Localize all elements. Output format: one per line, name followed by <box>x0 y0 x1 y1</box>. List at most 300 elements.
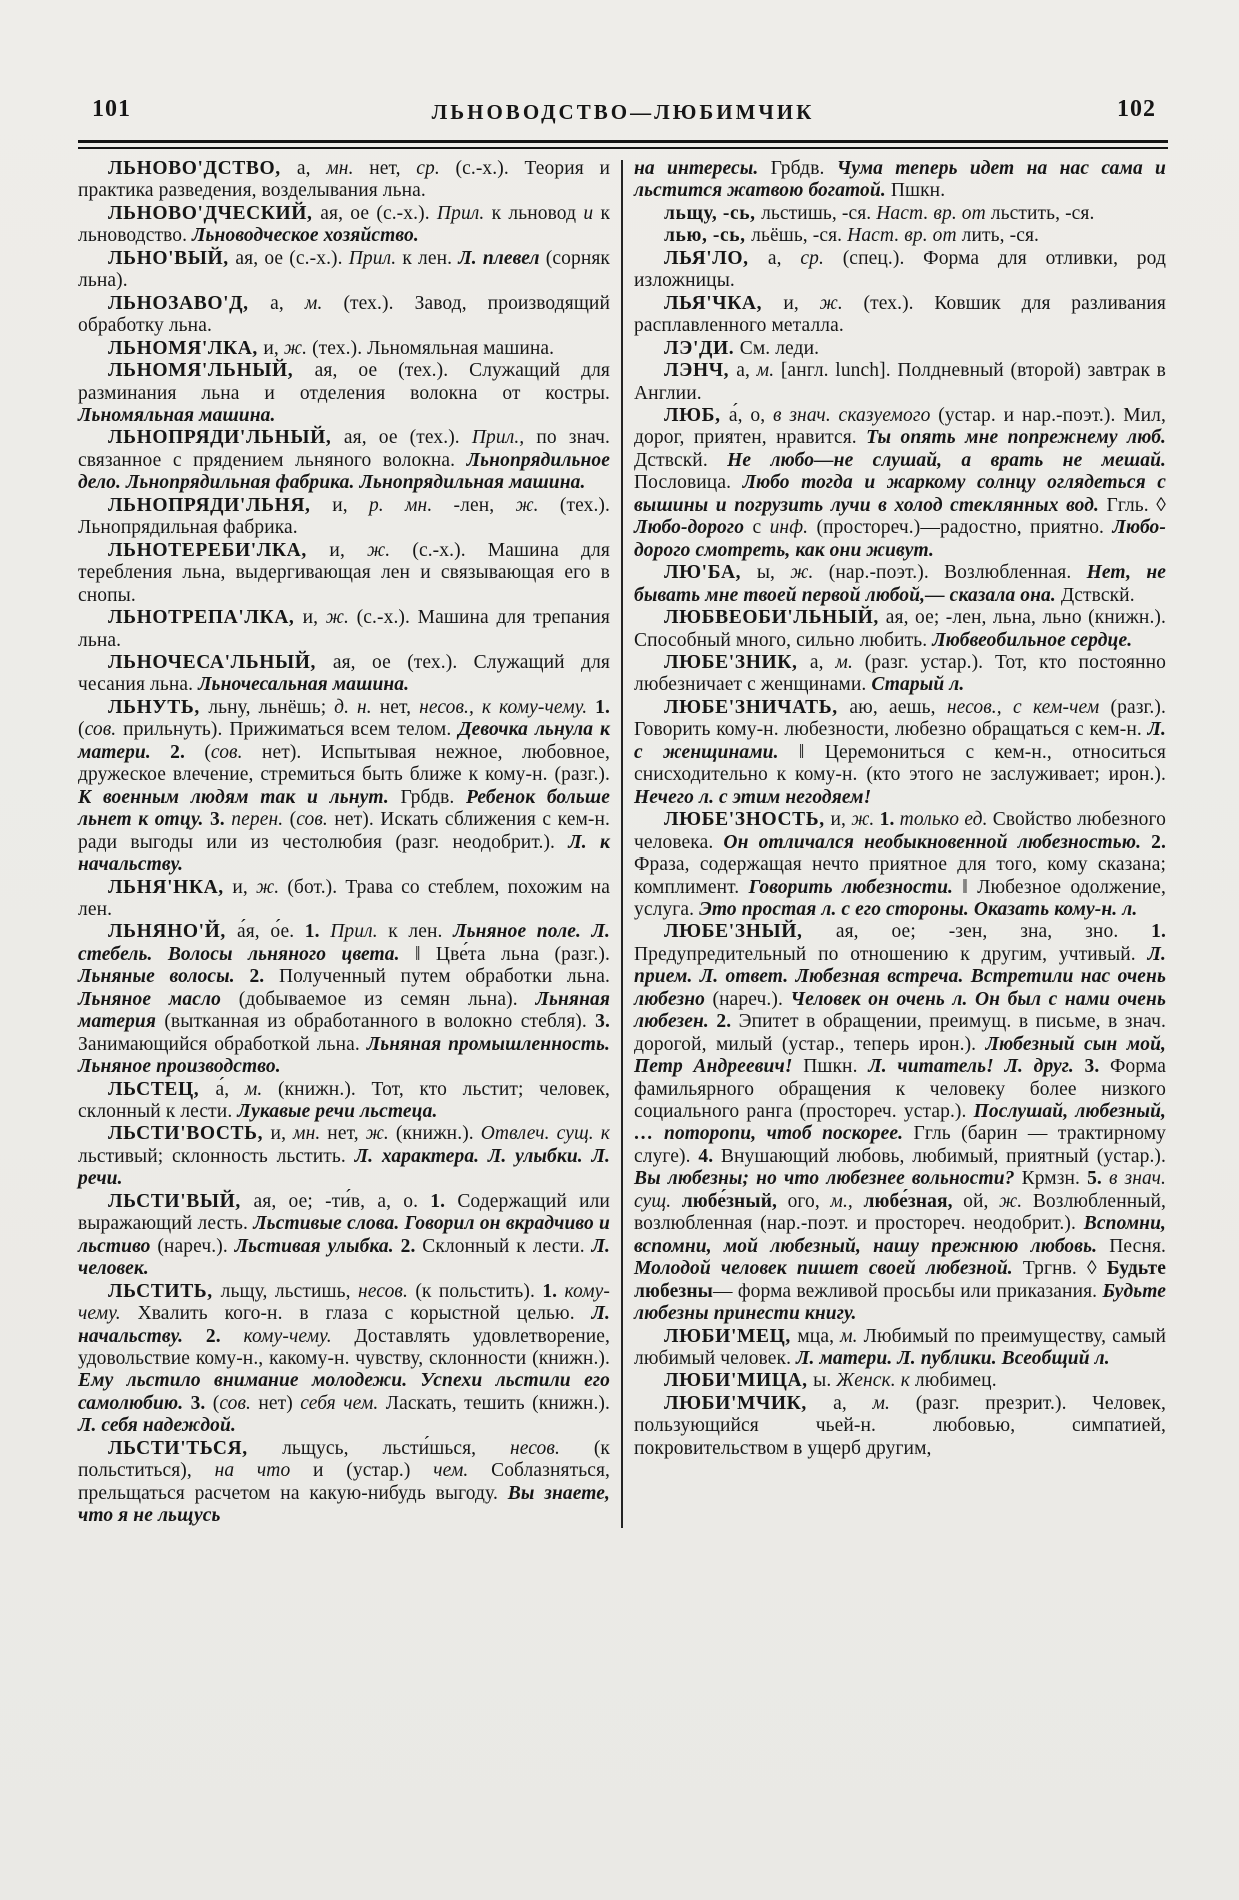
entry-text: несов. <box>358 1280 416 1302</box>
entry-text: Отвлеч. сущ. к <box>480 1123 610 1145</box>
entry-text: Вспомни, вспомни, мой любезный, нашу прежнюю любовь. <box>634 1213 1166 1257</box>
entry-text: Л. начальству. <box>78 1303 610 1347</box>
entry-text: м. <box>756 360 781 382</box>
headword: ЛЬНЯ'НКА, <box>108 876 233 898</box>
entry-text: ж. <box>515 494 560 516</box>
entry-text: инф. <box>769 517 817 539</box>
dictionary-entry <box>634 697 1166 809</box>
entry-text: Л. прием. Л. ответ. Любезная встреча. Встретили нас очень любезно <box>634 943 1166 1010</box>
entry-text: ая, ое; -лен, льна, льно (книжн.). Способный много, сильно любить. <box>634 607 1166 651</box>
entry-text: (с.-х.). Теория и практика разведения, возделывания льна. <box>78 158 610 202</box>
dictionary-entry <box>634 562 1166 607</box>
entry-text: 3. <box>1084 1056 1111 1078</box>
entry-text: Льноводческое хозяйство. <box>192 225 419 247</box>
entry-text: Льняное масло <box>78 988 239 1010</box>
entry-text: ая, ое; -зен, зна, зно. <box>835 921 1152 943</box>
entry-text: в знач. сказуемого <box>773 404 939 426</box>
entry-text: -лен, <box>453 494 516 516</box>
entry-text: и, <box>783 292 820 314</box>
dictionary-entry <box>78 607 610 652</box>
entry-text: 3. <box>190 1392 213 1414</box>
headword: ЛЮБИ'МЕЦ, <box>664 1325 798 1347</box>
entry-text: Любезный сын мой, Петр Андреевич! <box>634 1033 1166 1078</box>
entry-text: Фраза, содержащая нечто приятное для того, кому сказана; комплимент. <box>634 854 1166 898</box>
text-column-right <box>634 158 1166 1528</box>
dictionary-entry <box>78 158 610 203</box>
entry-text: ж. <box>790 562 829 584</box>
entry-text: ( <box>78 719 85 741</box>
headword: ЛЬНОЗАВО'Д, <box>108 292 271 314</box>
entry-text: Ласкать, тешить (книжн.). <box>385 1392 610 1414</box>
dictionary-entry <box>634 338 1166 360</box>
entry-text: ср. <box>416 158 456 179</box>
entry-text: (книжн.). <box>395 1123 481 1145</box>
headword: ЛЬНО'ВЫЙ, <box>108 247 236 269</box>
dictionary-entry <box>634 652 1166 697</box>
entry-text: любе́зный, <box>681 1190 788 1212</box>
page-number-right: 102 <box>1117 96 1156 122</box>
entry-text: любимец. <box>914 1370 997 1392</box>
entry-text: (тех.). Льнопрядильная фабрика. <box>78 494 610 539</box>
headword: ЛЮБИ'МИЦА, <box>664 1370 814 1392</box>
entry-text: Пшкн. <box>803 1056 869 1078</box>
dictionary-entry <box>78 877 610 922</box>
headword: ЛЭНЧ, <box>664 360 737 382</box>
entry-text: Льнопрядильное дело. Льнопрядильная фабрика. Льнопрядильная машина. <box>78 449 610 494</box>
entry-text: ая, ое (с.-х.). <box>235 247 349 269</box>
headword: ЛЬНОМЯ'ЛКА, <box>108 337 264 359</box>
entry-text: 1. <box>542 1280 565 1302</box>
header-rule <box>78 140 1168 149</box>
entry-text: нет, <box>327 1123 366 1145</box>
entry-text: (тех.). Завод, производящий обработку льна. <box>78 292 610 337</box>
entry-text: Это простая л. с его стороны. Оказать кому-н. л. <box>699 898 1138 920</box>
entry-text: Предупредительный по отношению к другим, учтивый. <box>634 943 1148 965</box>
entry-text: (к польстить). <box>415 1280 543 1302</box>
entry-text: ая, ое; -ти́в, а, о. <box>253 1190 431 1212</box>
entry-text: Л. с женщинами. <box>634 719 1166 763</box>
entry-text: льщусь, льсти́шься, <box>282 1437 511 1459</box>
entry-text: Молодой человек пишет своей любезной. <box>634 1258 1023 1280</box>
dictionary-entry <box>634 921 1166 1325</box>
entry-text: и, <box>302 607 326 629</box>
entry-text: Любимый по преимуществу, самый любимый человек. <box>634 1325 1167 1370</box>
dictionary-entry <box>634 248 1166 293</box>
entry-text: несов., с кем-чем <box>946 696 1111 718</box>
entry-text: Будьте любезны <box>634 1258 1166 1302</box>
entry-text: (тех.). Ковшик для разливания расплавленного металла. <box>634 292 1166 337</box>
entry-text: в знач. сущ. <box>634 1168 1167 1212</box>
headword: льщу, -сь, <box>664 202 762 224</box>
entry-text: льстишь, -ся. <box>761 202 877 224</box>
entry-text: Вы знаете, что я не льщусь <box>78 1482 610 1527</box>
entry-text: Нечего л. с этим негодяем! <box>634 786 872 808</box>
entry-text: мн. <box>293 1123 328 1145</box>
entry-text: льстивый; склонность льстить. <box>78 1145 355 1167</box>
entry-text: ‖ Любезное одолжение, услуга. <box>634 876 1166 920</box>
entry-text: Соблазняться, прельщаться расчетом на какую-нибудь выгоду. <box>78 1460 610 1504</box>
entry-text: ж. <box>367 539 413 561</box>
entry-text: м., <box>830 1190 864 1212</box>
entry-text: нет, <box>369 158 417 179</box>
entry-text: на интересы. <box>634 158 771 179</box>
entry-text: Полученный путем обработки льна. <box>278 966 610 988</box>
entry-text: а, <box>809 651 836 673</box>
headword: ЛЬСТЕЦ, <box>108 1078 216 1100</box>
entry-text: ( <box>289 809 297 831</box>
entry-text: несов. <box>510 1437 594 1459</box>
entry-text: ж. <box>819 292 864 314</box>
headword: ЛЬСТИ'ТЬСЯ, <box>108 1437 283 1459</box>
entry-text: нет) <box>258 1392 301 1414</box>
dictionary-entry <box>78 495 610 540</box>
entry-text: Тргнв. ◊ <box>1022 1258 1107 1280</box>
entry-text: Л. плевел <box>458 247 546 269</box>
entry-text: а, <box>296 158 327 179</box>
entry-text: и (устар.) <box>313 1460 434 1482</box>
entry-text: 3. <box>209 809 232 831</box>
entry-text: чем. <box>433 1460 492 1482</box>
entry-text: (нар.-поэт.). Возлюбленная. <box>828 562 1087 584</box>
entry-text: аю, аешь, <box>849 696 947 718</box>
entry-text: Л. характера. Л. улыбки. Л. речи. <box>78 1145 610 1190</box>
entry-text: Старый л. <box>871 674 965 696</box>
entry-text: и, <box>263 337 284 359</box>
dictionary-entry <box>634 405 1166 562</box>
entry-text: ( <box>204 741 211 763</box>
entry-text: (сорняк льна). <box>78 247 610 292</box>
dictionary-entry <box>78 652 610 697</box>
entry-text: Любвеобильное сердце. <box>932 629 1133 651</box>
entry-text: Л. человек. <box>78 1235 610 1280</box>
entry-text: [англ. lunch]. Полдневный (второй) завтрак в Англии. <box>634 360 1166 404</box>
column-divider <box>621 160 623 1528</box>
entry-text: Песня. <box>1109 1235 1166 1257</box>
entry-text: Ггль (барин — трактирному слуге). <box>634 1123 1166 1167</box>
entry-text: Он отличался необыкновенной любезностью. <box>723 831 1152 853</box>
headword: ЛЬНОПРЯДИ'ЛЬНЫЙ, <box>108 427 344 449</box>
dictionary-entry <box>78 248 610 293</box>
entry-text: Дствскй. <box>1060 584 1135 606</box>
entry-text: и, <box>830 809 852 831</box>
headword: ЛЮ'БА, <box>664 562 757 584</box>
entry-text: ая, ое (тех.). Служащий для разминания льна и отделения волокна от костры. <box>78 360 610 404</box>
entry-text: (с.-х.). Машина для трепания льна. <box>78 607 610 651</box>
entry-text: Прил. <box>348 247 403 269</box>
dictionary-entry <box>78 1079 610 1124</box>
entry-text: ж. <box>325 607 357 629</box>
entry-text: ж. <box>365 1123 396 1145</box>
entry-text: перен. <box>231 809 290 831</box>
dictionary-entry <box>634 607 1166 652</box>
entry-text: (нареч.). <box>712 988 791 1010</box>
page-number-left: 101 <box>92 96 131 122</box>
entry-text: Склонный к лести. <box>422 1235 592 1257</box>
entry-text: Л. к начальству. <box>78 831 610 876</box>
entry-text: Лукавые речи льстеца. <box>237 1101 438 1123</box>
dictionary-entry <box>78 697 610 877</box>
entry-text: (нареч.). <box>157 1235 235 1257</box>
entry-text: Ты опять мне попрежнему люб. <box>866 427 1166 449</box>
dictionary-entry <box>78 360 610 427</box>
entry-text: (книжн.). Тот, кто льстит; человек, склонный к лести. <box>78 1078 611 1123</box>
dictionary-entry <box>78 203 610 248</box>
entry-text: 2. <box>205 1325 244 1347</box>
dictionary-entry <box>78 921 610 1078</box>
dictionary-entry <box>78 293 610 338</box>
entry-text: (бот.). Трава со стеблем, похожим на лен. <box>78 876 610 920</box>
entry-text: только ед. <box>899 809 993 831</box>
entry-text: к льновод <box>491 202 584 224</box>
entry-text: Послушай, любезный, … поторопи, чтоб поскорее. <box>634 1101 1166 1145</box>
dictionary-entry <box>78 1281 610 1438</box>
entry-text: Возлюбленный, возлюбленная (нар.-поэт. и простореч. неодобрит.). <box>634 1190 1166 1235</box>
entry-text: 2. <box>716 1011 739 1033</box>
entry-text: д. н. <box>334 696 380 718</box>
entry-text: нет). Искать сближения с кем-н. ради выгоды или из честолюбия (разг. неодобрит.). <box>78 809 610 853</box>
headword: ЛЮБЕ'ЗНИК, <box>664 651 810 673</box>
entry-text: к льноводство. <box>78 202 611 247</box>
entry-text: Человек он очень л. Он был с нами очень любезен. <box>634 988 1166 1033</box>
entry-text: Занимающийся обработкой льна. <box>78 1033 367 1055</box>
entry-text: ая, ое (тех.). Служащий для чесания льна. <box>78 651 610 696</box>
entry-text: (тех.). Льномяльная машина. <box>312 337 555 359</box>
entry-text: Форма фамильярного обращения к человеку более низкого социального ранга (простореч. устар.). <box>634 1056 1166 1123</box>
entry-text: ( <box>212 1392 220 1414</box>
entry-text: Наст. вр. от <box>847 225 962 247</box>
entry-text: (добываемое из семян льна). <box>238 988 536 1010</box>
entry-text: нет, <box>379 696 420 718</box>
entry-text: Грбдв. <box>400 786 467 808</box>
entry-text: ая, ое (тех.). <box>343 427 472 449</box>
entry-text: ‖ Цве́та льна (разг.). <box>414 943 610 965</box>
entry-text: 1. <box>879 809 900 831</box>
entry-text: Пословица. <box>634 472 743 494</box>
entry-text: — форма вежливой просьбы или приказания. <box>713 1280 1103 1302</box>
entry-text: несов., к кому-чему. <box>419 696 596 718</box>
entry-text: к лен. <box>388 921 454 943</box>
entry-text: (разг.). Говорить кому-н. любезности, любезно обращаться с кем-н. <box>634 696 1166 741</box>
entry-text: Любо-дорого смотреть, как они живут. <box>634 517 1166 561</box>
entry-text: 1. <box>430 1190 458 1212</box>
entry-text: прильнуть). Прижиматься всем телом. <box>123 719 459 741</box>
headword: ЛЬНОТРЕПА'ЛКА, <box>108 607 303 629</box>
entry-text: Наст. вр. от <box>876 202 991 224</box>
entry-text: Л. матери. Л. публики. Всеобщий л. <box>796 1348 1110 1370</box>
entry-text: Прил. <box>330 921 389 943</box>
dictionary-entry <box>78 1191 610 1281</box>
headword: ЛЬНОЧЕСА'ЛЬНЫЙ, <box>108 651 333 673</box>
entry-text: льщу, льстишь, <box>220 1280 359 1302</box>
headword: ЛЬНОПРЯДИ'ЛЬНЯ, <box>108 494 333 516</box>
entry-text: м. <box>872 1392 916 1414</box>
headword: ЛЬНОМЯ'ЛЬНЫЙ, <box>108 360 315 382</box>
entry-text: Не любо—не слушай, а врать не мешай. <box>727 449 1166 471</box>
entry-text: (устар. и нар.-поэт.). Мил, дорог, приятен, нравится. <box>634 404 1166 449</box>
dictionary-entry <box>78 338 610 360</box>
entry-text: 2. <box>170 741 205 763</box>
entry-text: Прил., <box>471 427 537 449</box>
entry-text: ж. <box>256 876 288 898</box>
entry-text: и <box>583 202 601 224</box>
headword: ЛЬНОТЕРЕБИ'ЛКА, <box>108 539 330 561</box>
entry-text: (вытканная из обработанного в волокно стебля). <box>164 1011 596 1033</box>
dictionary-entry <box>634 360 1166 405</box>
entry-text: лить, -ся. <box>961 225 1039 247</box>
entry-text: Эпитет в обращении, преимущ. в письме, в знач. дорогой, милый (устар., теперь ирон.). <box>634 1011 1166 1055</box>
entry-text: Пшкн. <box>890 180 946 202</box>
text-columns <box>78 158 1168 1528</box>
entry-text: а, <box>767 247 801 269</box>
entry-text: льстить, -ся. <box>990 202 1095 224</box>
headword: ЛЮБИ'МЧИК, <box>664 1392 834 1414</box>
entry-text: р. мн. <box>368 494 454 516</box>
entry-text: Льночесальная машина. <box>198 674 410 696</box>
entry-text: м. <box>840 1325 864 1347</box>
entry-text: Ему льстило внимание молодежи. Успехи льстили его самолюбию. <box>78 1370 610 1414</box>
entry-text: и, <box>332 494 369 516</box>
entry-text: а́я, о́е. <box>236 921 305 943</box>
headword: ЛЬЯ'ЛО, <box>664 247 768 269</box>
entry-text: м. <box>835 651 865 673</box>
entry-text: ой, <box>963 1190 1000 1212</box>
entry-text: мца, <box>797 1325 841 1347</box>
headword: ЛЬСТИ'ВЫЙ, <box>108 1190 254 1212</box>
entry-text: сов. <box>219 1392 259 1414</box>
entry-text: Льстивые слова. Говорил он вкрадчиво и льстиво <box>78 1213 610 1257</box>
entry-text: ы, <box>756 562 791 584</box>
entry-text: кому-чему. <box>243 1325 355 1347</box>
entry-text: кому-чему. <box>78 1280 610 1325</box>
entry-text: Свойство любезного человека. <box>634 809 1166 853</box>
entry-text: ж. <box>999 1190 1033 1212</box>
entry-text: (спец.). Форма для отливки, род изложницы. <box>634 247 1166 292</box>
entry-text: Л. себя надеждой. <box>78 1415 236 1437</box>
entry-text: Хвалить кого-н. в глаза с корыстной целью. <box>137 1303 592 1325</box>
entry-text: ср. <box>800 247 843 269</box>
entry-text: Грбдв. <box>770 158 837 179</box>
entry-text: сов. <box>84 719 124 741</box>
entry-text: сов. <box>296 809 335 831</box>
dictionary-entry <box>78 1438 610 1528</box>
entry-text: 2. <box>400 1235 423 1257</box>
entry-text: (разг. устар.). Тот, кто постоянно любезничает с женщинами. <box>634 651 1166 696</box>
entry-text: Вы любезны; но что любезнее вольности? <box>634 1168 1022 1190</box>
entry-text: К военным людям так и льнут. <box>78 786 401 808</box>
headword: ЛЮБ, <box>664 404 729 426</box>
entry-text: ого, <box>787 1190 831 1212</box>
headword: ЛЬЯ'ЧКА, <box>664 292 784 314</box>
entry-text: (к польститься), <box>78 1437 611 1482</box>
entry-text: м. <box>244 1078 278 1100</box>
entry-text: Дствскй. <box>634 449 728 471</box>
entry-text: Будьте любезны принести книгу. <box>634 1280 1166 1325</box>
entry-text: а́, о, <box>728 404 774 426</box>
entry-text: Крмзн. <box>1021 1168 1088 1190</box>
entry-text: Льняная промышленность. Льняное производство. <box>78 1033 610 1078</box>
headword: ЛЬНОВО'ДСТВО, <box>108 158 297 179</box>
entry-text: (простореч.)—радостно, приятно. <box>816 517 1113 539</box>
dictionary-entry <box>634 1393 1166 1460</box>
entry-text: 4. <box>698 1145 721 1167</box>
entry-text: а, <box>833 1392 873 1414</box>
dictionary-entry <box>78 1123 610 1190</box>
entry-text: 1. <box>304 921 331 943</box>
entry-text: себя чем. <box>300 1392 386 1414</box>
entry-text: а, <box>270 292 305 314</box>
entry-text: м. <box>304 292 344 314</box>
entry-text: Нет, не бывать мне твоей первой любой,— сказала она. <box>634 562 1166 606</box>
entry-text: Девочка льнула к матери. <box>78 719 610 763</box>
entry-text: Льняные волосы. <box>78 966 250 988</box>
entry-text: с <box>752 517 770 539</box>
entry-text: ы. <box>813 1370 837 1392</box>
dictionary-entry <box>634 203 1166 225</box>
entry-continuation <box>634 158 1166 203</box>
entry-text: Льняное поле. Л. стебель. Волосы льняного цвета. <box>78 921 610 965</box>
entry-text: и, <box>232 876 256 898</box>
entry-text: ж. <box>851 809 880 831</box>
page-header <box>78 96 1168 130</box>
entry-text: См. леди. <box>739 337 820 359</box>
entry-text: а, <box>736 360 757 382</box>
headword: ЛЬНОВО'ДЧЕСКИЙ, <box>108 202 321 224</box>
entry-text: нет). Испытывая нежное, любовное, дружеское влечение, стремиться быть ближе к кому-н. (разг.). <box>78 741 610 786</box>
text-column-left <box>78 158 610 1528</box>
entry-text: ‖ Церемониться с кем-н., относиться снисходительно к кому-н. (кто этого не заслуживает; ирон.). <box>634 741 1166 786</box>
entry-text: на что <box>214 1460 314 1482</box>
headword: ЛЬНЯНО'Й, <box>108 921 237 943</box>
entry-text: Льстивая улыбка. <box>234 1235 401 1257</box>
dictionary-entry <box>634 1370 1166 1392</box>
entry-text: Любо-дорого <box>634 517 753 539</box>
entry-text: Чума теперь идет на нас сама и льстится жатвою богатой. <box>634 158 1166 202</box>
dictionary-entry <box>78 540 610 607</box>
entry-text: 2. <box>249 966 279 988</box>
entry-text: ая, ое (с.-х.). <box>320 202 437 224</box>
dictionary-entry <box>634 809 1166 921</box>
headword: ЛЮБЕ'ЗНИЧАТЬ, <box>664 696 850 718</box>
entry-text: 5. <box>1087 1168 1109 1190</box>
dictionary-entry <box>634 1326 1166 1371</box>
entry-text: к лен. <box>402 247 459 269</box>
entry-text: льёшь, -ся. <box>751 225 848 247</box>
entry-text: Содержащий или выражающий лесть. <box>78 1190 610 1235</box>
entry-text: 3. <box>595 1011 610 1033</box>
entry-text: мн. <box>326 158 370 179</box>
entry-text: Женск. к <box>836 1370 915 1392</box>
entry-text: любе́зная, <box>863 1190 964 1212</box>
headword: ЛЮБЕ'ЗНОСТЬ, <box>664 809 831 831</box>
entry-text: Л. читатель! Л. друг. <box>868 1056 1085 1078</box>
headword: ЛЬНУТЬ, <box>108 696 209 718</box>
entry-text: 1. <box>1151 921 1166 943</box>
headword: ЛЮБЕ'ЗНЫЙ, <box>664 921 836 943</box>
entry-text: Любо тогда и жаркому солнцу оглядеться с вышины и погрузить лучи в холод стеклянных вод. <box>634 472 1166 516</box>
entry-text: 2. <box>1151 831 1166 853</box>
entry-text: сов. <box>210 741 262 763</box>
headword: ЛЮБВЕОБИ'ЛЬНЫЙ, <box>664 607 886 629</box>
entry-text: Доставлять удовлетворение, удовольствие кому-н., какому-н. чувству, склонности (книжн.). <box>78 1325 610 1370</box>
entry-text: льну, льнёшь; <box>208 696 335 718</box>
entry-text: Льняная материя <box>78 988 610 1033</box>
entry-text: Внушающий любовь, любимый, приятный (устар.). <box>720 1145 1166 1167</box>
headword: лью, -сь, <box>664 225 752 247</box>
entry-text: Ггль. ◊ <box>1106 494 1166 516</box>
entry-text: и, <box>329 539 368 561</box>
entry-text: Говорить любезности. <box>748 876 963 898</box>
headword: ЛЬСТИТЬ, <box>108 1280 221 1302</box>
